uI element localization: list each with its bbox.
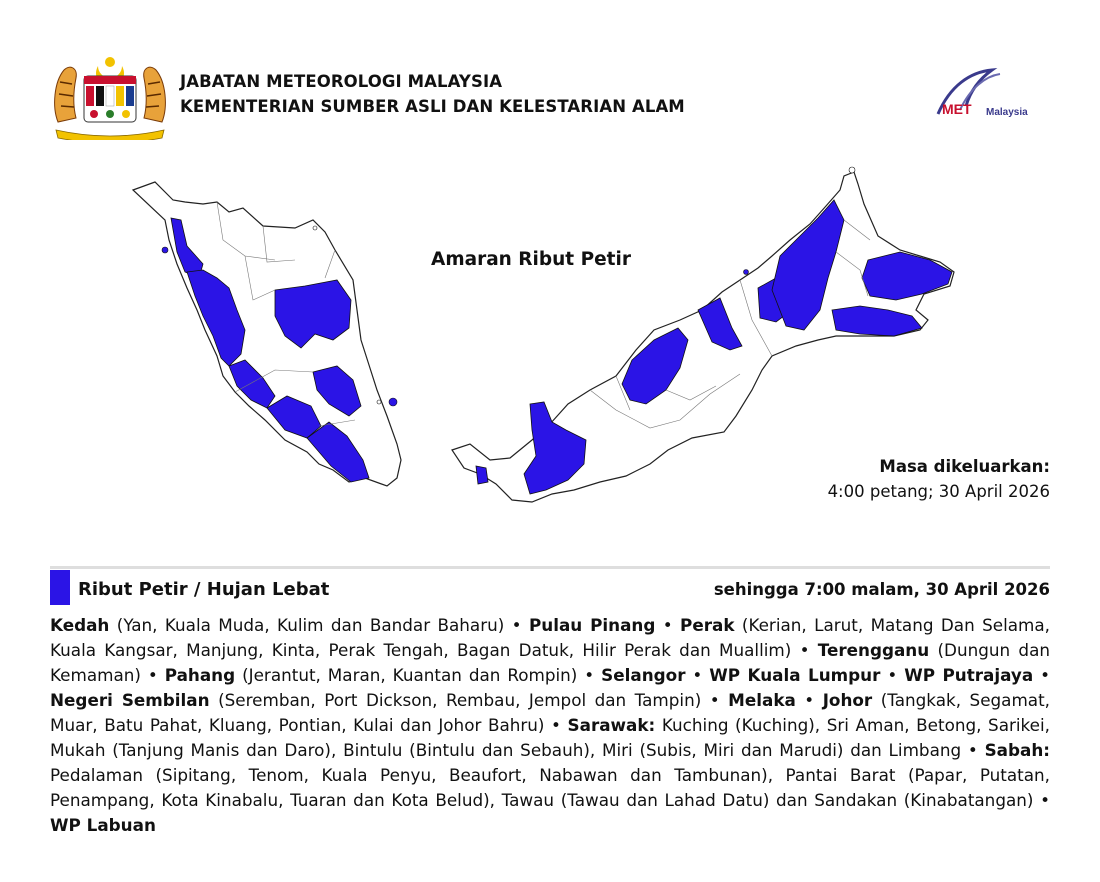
area-state-name: Sabah: [984, 740, 1050, 760]
warning-color-marker [50, 570, 70, 605]
warning-valid-until: sehingga 7:00 malam, 30 April 2026 [713, 580, 1050, 599]
area-detail: Kuching (Kuching), Sri Aman, Betong, Sarikei, Mukah (Tanjung Manis dan Daro), Bintulu (Bintulu dan Sebauh), Miri (Subis, Miri dan Marudi) dan Limbang [50, 715, 1050, 760]
coat-of-arms-logo [50, 52, 170, 140]
peninsular-malaysia-map [125, 160, 425, 500]
area-detail: (Yan, Kuala Muda, Kulim dan Bandar Baharu) [116, 615, 505, 635]
area-state-name: Terengganu [817, 640, 930, 660]
area-state-name: Pahang [164, 665, 236, 685]
warning-title: Ribut Petir / Hujan Lebat [78, 579, 330, 600]
area-state-name: Johor [822, 690, 873, 710]
area-state-name: Sarawak: [567, 715, 656, 735]
area-state-name: Perak [680, 615, 735, 635]
logo-met-text: MET [942, 101, 972, 117]
issued-time-label: Masa dikeluarkan: [879, 457, 1050, 476]
map-title: Amaran Ribut Petir [431, 249, 631, 270]
area-detail: (Jerantut, Maran, Kuantan dan Rompin) [242, 665, 578, 685]
sandakan-warning-area [862, 252, 952, 300]
area-state-name: WP Labuan [50, 815, 156, 835]
area-detail: Pedalaman (Sipitang, Tenom, Kuala Penyu, Beaufort, Nabawan dan Tambunan), Pantai Barat (Papar, Putatan, Penampang, Kota Kinabalu, Tuaran dan Kota Belud), Tawau (Tawau dan Lahad Datu) dan Sandakan (Kinabatangan) [50, 765, 1050, 810]
ministry-name: KEMENTERIAN SUMBER ASLI DAN KELESTARIAN ALAM [180, 97, 685, 116]
area-state-name: Selangor [601, 665, 686, 685]
area-state-name: Negeri Sembilan [50, 690, 210, 710]
area-state-name: Pulau Pinang [528, 615, 656, 635]
area-state-name: WP Kuala Lumpur [709, 665, 881, 685]
area-detail: (Tangkak, Segamat, Muar, Batu Pahat, Kluang, Pontian, Kulai dan Johor Bahru) [50, 690, 1051, 735]
area-detail: (Seremban, Port Dickson, Rembau, Jempol dan Tampin) [218, 690, 702, 710]
sarawak-sabah-outline [452, 172, 954, 502]
met-malaysia-logo [930, 66, 1050, 122]
labuan-warning-area [476, 466, 488, 484]
section-divider [50, 566, 1050, 569]
area-detail: (Dungun dan Kemaman) [50, 640, 1050, 685]
area-state-name: WP Putrajaya [904, 665, 1034, 685]
logo-malaysia-text: Malaysia [986, 107, 1028, 118]
area-state-name: Kedah [50, 615, 110, 635]
affected-areas-list: Kedah (Yan, Kuala Muda, Kulim dan Bandar Baharu) • Pulau Pinang • Perak (Kerian, Larut, Matang Dan Selama, Kuala Kangsar, Manjung, Kinta, Perak Tengah, Bagan Datuk, Hilir Perak dan Muallim) • Terengganu (Dungun dan Kemaman) • Pahang (Jerantut, Maran, Kuantan dan Rompin) • Selangor • WP Kuala Lumpur • WP Putrajaya • Negeri Sembilan (Seremban, Port Dickson, Rembau, Jempol dan Tampin) • Melaka • Johor (Tangkak, Segamat, Muar, Batu Pahat, Kluang, Pontian, Kulai dan Johor Bahru) • Sarawak: Kuching (Kuching), Sri Aman, Betong, Sarikei, Mukah (Tanjung Manis dan Daro), Bintulu (Bintulu dan Sebauh), Miri (Subis, Miri dan Marudi) dan Limbang • Sabah: Pedalaman (Sipitang, Tenom, Kuala Penyu, Beaufort, Nabawan dan Tambunan), Pantai Barat (Papar, Putatan, Penampang, Kota Kinabalu, Tuaran dan Kota Belud), Tawau (Tawau dan Lahad Datu) dan Sandakan (Kinabatangan) • WP Labuan [50, 615, 1051, 835]
area-detail: (Kerian, Larut, Matang Dan Selama, Kuala Kangsar, Manjung, Kinta, Perak Tengah, Bagan Datuk, Hilir Perak dan Muallim) [50, 615, 1050, 660]
area-state-name: Melaka [728, 690, 796, 710]
agency-name: JABATAN METEOROLOGI MALAYSIA [180, 72, 503, 91]
issued-time-value: 4:00 petang; 30 April 2026 [827, 482, 1050, 501]
